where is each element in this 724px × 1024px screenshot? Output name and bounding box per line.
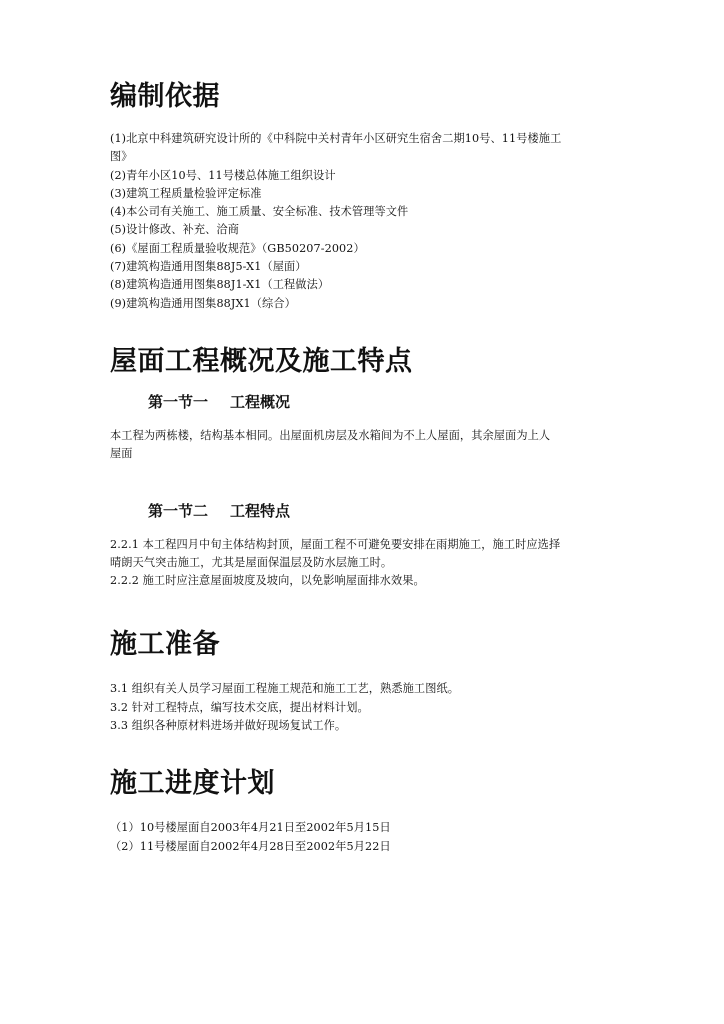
paragraph-line: 屋面: [110, 447, 133, 461]
list-item: (7)建筑构造通用图集88J5-X1（屋面）: [110, 260, 307, 274]
basis-list: [110, 130, 614, 313]
list-item: 图》: [110, 150, 133, 164]
subsection-number: 第一节二: [148, 501, 209, 520]
list-item: （2）11号楼屋面自2002年4月28日至2002年5月22日: [110, 839, 391, 853]
list-item: 3.1 组织有关人员学习屋面工程施工规范和施工工艺，熟悉施工图纸。: [110, 682, 460, 696]
section-schedule: [110, 767, 614, 856]
paragraph-line: 本工程为两栋楼，结构基本相同。出屋面机房层及水箱间为不上人屋面，其余屋面为上人: [110, 428, 551, 442]
features-paragraph: [110, 536, 614, 591]
list-item: (5)设计修改、补充、洽商: [110, 223, 240, 237]
list-item: （1）10号楼屋面自2003年4月21日至2002年5月15日: [110, 821, 391, 835]
preparation-list: [110, 680, 614, 735]
section-title-basis: 编制依据: [110, 81, 220, 112]
list-item: (3)建筑工程质量检验评定标准: [110, 186, 262, 200]
paragraph-line: 2.2.1 本工程四月中旬主体结构封顶，屋面工程不可避免要安排在雨期施工，施工时应选择: [110, 537, 561, 551]
list-item: (1)北京中科建筑研究设计所的《中科院中关村青年小区研究生宿舍二期10号、11号楼施工: [110, 132, 562, 145]
list-item: (9)建筑构造通用图集88JX1（综合）: [110, 296, 296, 310]
subsection-heading-features: [110, 500, 614, 522]
subsection-number: 第一节一: [148, 392, 209, 411]
section-title-roof-overview: 屋面工程概况及施工特点: [110, 345, 413, 377]
schedule-list: [110, 819, 614, 856]
list-item: 3.2 针对工程特点，编写技术交底，提出材料计划。: [110, 700, 369, 714]
section-roof-overview: [110, 345, 614, 590]
paragraph-line: 2.2.2 施工时应注意屋面坡度及坡向，以免影响屋面排水效果。: [110, 574, 425, 588]
overview-paragraph: [110, 427, 614, 464]
section-title-preparation: 施工准备: [110, 629, 220, 661]
section-title-schedule: 施工进度计划: [110, 768, 275, 800]
list-item: 3.3 组织各种原材料进场并做好现场复试工作。: [110, 719, 347, 733]
list-item: (2)青年小区10号、11号楼总体施工组织设计: [110, 168, 336, 182]
list-item: (4)本公司有关施工、施工质量、安全标准、技术管理等文件: [110, 205, 409, 219]
subsection-heading-overview: [110, 391, 614, 413]
section-basis: [110, 80, 614, 313]
subsection-title: 工程概况: [230, 392, 291, 411]
subsection-title: 工程特点: [230, 501, 291, 520]
section-preparation: [110, 628, 614, 735]
list-item: (8)建筑构造通用图集88J1-X1（工程做法）: [110, 278, 330, 292]
paragraph-line: 晴朗天气突击施工，尤其是屋面保温层及防水层施工时。: [110, 555, 393, 569]
list-item: (6)《屋面工程质量验收规范》（GB50207-2002）: [110, 241, 365, 255]
